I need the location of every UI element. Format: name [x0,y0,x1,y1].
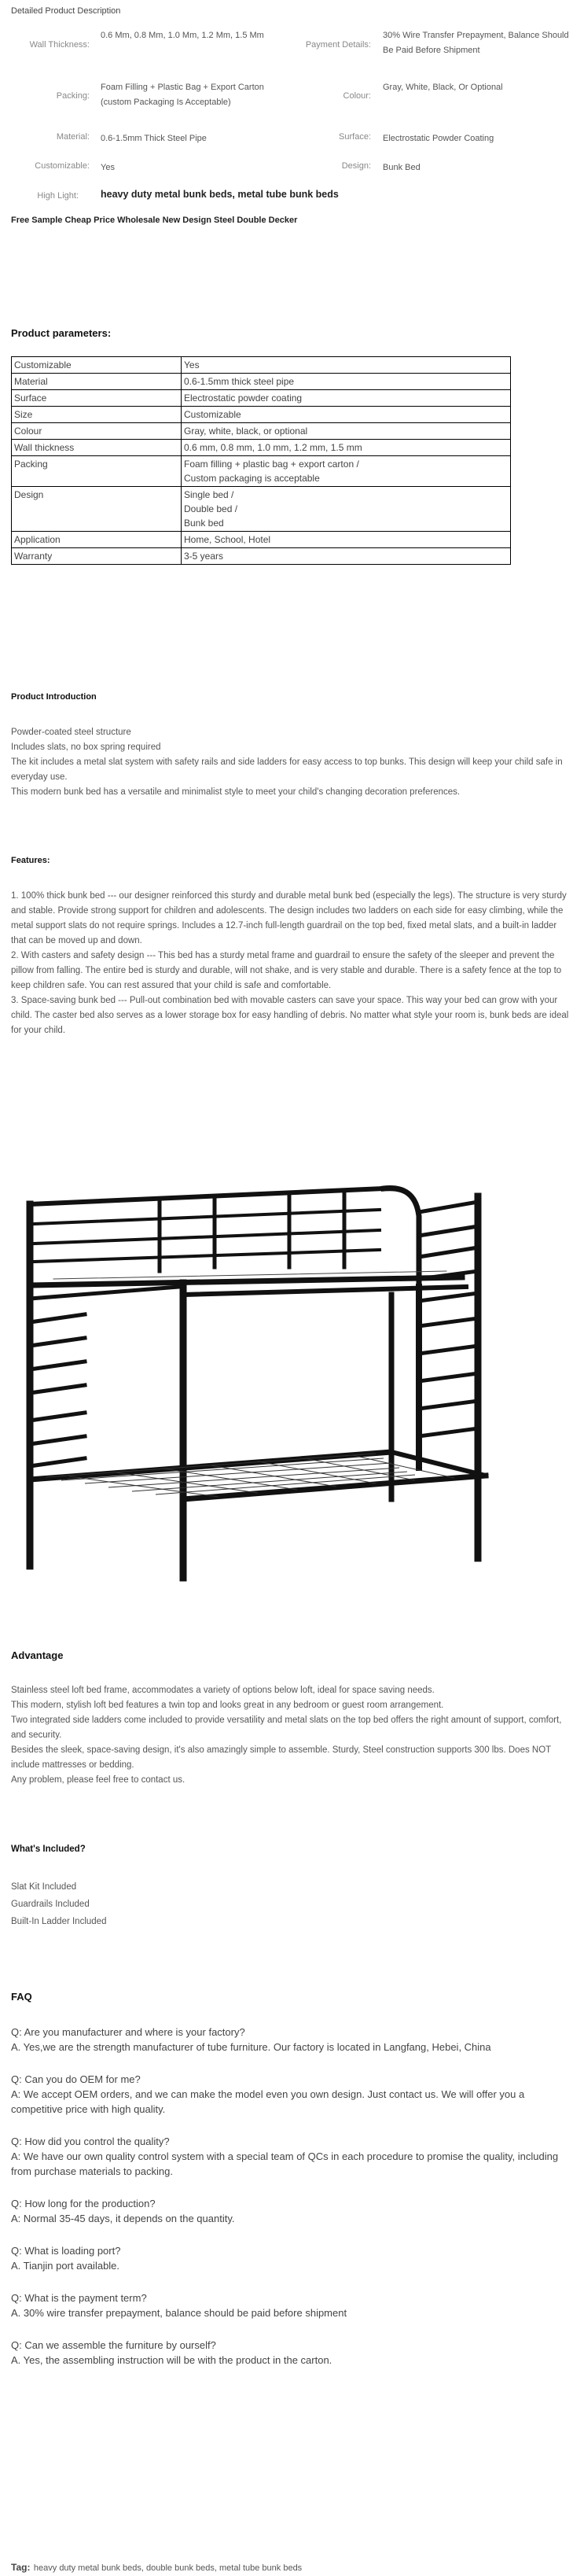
faq-question: Q: Are you manufacturer and where is your factory? [11,2026,245,2038]
detail-value: Bunk Bed [383,163,421,172]
faq-question: Q: Can we assemble the furniture by ourself? [11,2339,216,2351]
faq-answer: A: Normal 35-45 days, it depends on the quantity. [11,2213,235,2224]
params-key: Design [12,487,182,532]
features-list [11,889,573,1038]
highlight-value: heavy duty metal bunk beds, metal tube bunk beds [101,189,339,200]
faq-item [11,2025,561,2055]
advantage-text [11,1683,573,1788]
params-table [11,356,511,565]
faq-question: Q: How did you control the quality? [11,2136,170,2147]
tag-bar [11,2560,302,2574]
params-row [12,374,511,390]
features-heading: Features: [11,856,50,865]
params-value [182,440,511,456]
intro-line: Powder-coated steel structure [11,728,131,737]
detail-value: 0.6-1.5mm Thick Steel Pipe [101,134,207,143]
params-value [182,548,511,565]
params-heading: Product parameters: [11,327,112,339]
feature-item: 3. Space-saving bunk bed --- Pull-out combination bed with movable casters can save your space. This way your bed can grow with your child. The caster bed also serves as a lower storage box for easy handling of debris. No matter what style your room is, bunk beds are ideal for your child. [11,996,569,1035]
detail-label: Material: [56,132,90,142]
params-key: Size [12,407,182,423]
params-value [182,456,511,487]
included-item: Guardrails Included [11,1900,90,1909]
params-value [182,487,511,532]
included-item: Slat Kit Included [11,1882,77,1892]
faq-item [11,2134,561,2179]
tag-label: Tag: [11,2562,31,2573]
included-heading: What's Included? [11,1844,86,1854]
feature-item: 1. 100% thick bunk bed --- our designer reinforced this sturdy and durable metal bunk bed (especially the legs). The structure is very sturdy and stable. Provide strong support for children and adolescents. The design includes two ladders on each side for easy climbing, while the metal support slats do not require springs. Includes a 12.7-inch full-length guardrail on the top bed, fixed metal slats, and a built-in ladder that can be moved up and down. [11,891,567,945]
params-key: Application [12,532,182,548]
params-value-line: Bunk bed [184,518,224,529]
tag-separator: , [214,2563,219,2573]
advantage-line: This modern, stylish loft bed features a twin top and looks great in any bedroom or guest room arrangement. [11,1701,444,1710]
params-value-line: Custom packaging is acceptable [184,473,320,484]
params-row [12,440,511,456]
params-value [182,407,511,423]
intro-line: This modern bunk bed has a versatile and minimalist style to meet your child's changing decoration preferences. [11,787,461,797]
params-value-line: Gray, white, black, or optional [184,426,308,437]
faq-question: Q: What is loading port? [11,2245,121,2257]
params-key: Surface [12,390,182,407]
detail-label: Colour: [343,91,371,101]
tag-link[interactable]: double bunk beds [146,2563,215,2573]
included-list [11,1878,573,1930]
advantage-heading: Advantage [11,1649,64,1661]
advantage-line: Any problem, please feel free to contact us. [11,1775,185,1785]
faq-answer: A. 30% wire transfer prepayment, balance should be paid before shipment [11,2307,347,2319]
faq-answer: A: We have our own quality control system with a special team of QCs in each procedure to promise the quality, including from purchase materials to packing. [11,2150,559,2177]
faq-item [11,2338,561,2368]
faq-item [11,2196,561,2226]
params-key: Warranty [12,548,182,565]
advantage-line: Stainless steel loft bed frame, accommodates a variety of options below loft, ideal for space saving needs. [11,1686,435,1695]
params-row [12,456,511,487]
detail-value: 0.6 Mm, 0.8 Mm, 1.0 Mm, 1.2 Mm, 1.5 Mm [101,31,264,40]
params-key: Colour [12,423,182,440]
detail-label: Wall Thickness: [29,40,90,50]
faq-question: Q: How long for the production? [11,2198,156,2209]
intro-line: The kit includes a metal slat system with safety rails and side ladders for easy access to top bunks. This design will keep your child safe in everyday use. [11,757,563,782]
faq-answer: A. Tianjin port available. [11,2260,120,2272]
intro-line: Includes slats, no box spring required [11,743,161,752]
params-table-wrapper [11,356,511,565]
params-value [182,374,511,390]
faq-item [11,2290,561,2320]
tag-separator: , [141,2563,147,2573]
params-row [12,548,511,565]
params-value-line: Customizable [184,409,241,420]
faq-answer: A: We accept OEM orders, and we can make the model even you own design. Just contact us. We will offer you a competitive price with high quality. [11,2088,525,2115]
params-value [182,423,511,440]
product-subtitle: Free Sample Cheap Price Wholesale New Design Steel Double Decker [11,216,298,225]
params-row [12,487,511,532]
params-value-line: Home, School, Hotel [184,534,271,545]
params-row [12,532,511,548]
intro-heading: Product Introduction [11,692,97,702]
product-image [22,1169,494,1594]
detail-value: 30% Wire Transfer Prepayment, Balance Should Be Paid Before Shipment [383,31,569,55]
detail-value: Foam Filling + Plastic Bag + Export Carton (custom Packaging Is Acceptable) [101,83,264,107]
faq-item [11,2243,561,2273]
faq-item [11,2072,561,2117]
detail-value: Gray, White, Black, Or Optional [383,83,503,92]
bunk-bed-image [22,1169,494,1594]
detail-label: Surface: [339,132,371,142]
params-value-line: Electrostatic powder coating [184,392,303,404]
params-key: Packing [12,456,182,487]
detail-label: Payment Details: [305,40,371,50]
intro-text [11,725,573,800]
params-value [182,532,511,548]
faq-list [11,2025,561,2368]
detail-label: Design: [341,161,371,171]
params-value [182,390,511,407]
tag-link[interactable]: metal tube bunk beds [219,2563,303,2573]
params-key: Material [12,374,182,390]
included-item: Built-In Ladder Included [11,1917,107,1926]
detail-label: Packing: [56,91,90,101]
faq-question: Q: Can you do OEM for me? [11,2073,141,2085]
highlight-label: High Light: [37,191,79,201]
detail-label: Customizable: [35,161,90,171]
params-value-line: 0.6-1.5mm thick steel pipe [184,376,295,387]
detail-value: Electrostatic Powder Coating [383,134,494,143]
params-value-line: 3-5 years [184,551,224,562]
faq-heading: FAQ [11,1991,32,2003]
tag-link[interactable]: heavy duty metal bunk beds [33,2563,141,2573]
params-key: Wall thickness [12,440,182,456]
params-value-line: Foam filling + plastic bag + export carton / [184,459,359,470]
params-key: Customizable [12,357,182,374]
faq-answer: A. Yes, the assembling instruction will be with the product in the carton. [11,2354,332,2366]
params-row [12,390,511,407]
params-value-line: 0.6 mm, 0.8 mm, 1.0 mm, 1.2 mm, 1.5 mm [184,442,362,453]
faq-answer: A. Yes,we are the strength manufacturer of tube furniture. Our factory is located in Langfang, Hebei, China [11,2041,491,2053]
params-value-line: Double bed / [184,503,238,514]
section-title: Detailed Product Description [11,6,121,16]
detail-value: Yes [101,163,115,172]
params-row [12,423,511,440]
advantage-line: Two integrated side ladders come included to provide versatility and metal slats on the top bed offers the right amount of support, comfort, and security. [11,1715,562,1740]
params-row [12,357,511,374]
faq-question: Q: What is the payment term? [11,2292,147,2304]
params-value-line: Single bed / [184,489,234,500]
params-value-line: Yes [184,359,200,370]
advantage-line: Besides the sleek, space-saving design, it's also amazingly simple to assemble. Sturdy, Steel construction supports 300 lbs. Does NOT include mattresses or bedding. [11,1745,551,1770]
params-value [182,357,511,374]
params-row [12,407,511,423]
feature-item: 2. With casters and safety design --- This bed has a sturdy metal frame and guardrail to ensure the safety of the sleeper and prevent the pillow from falling. The entire bed is sturdy and durable, will not shake, and is very stable and durable. There is a safety fence at the top to keep children safe. You can rest assured that your child is safe and comfortable. [11,951,562,990]
